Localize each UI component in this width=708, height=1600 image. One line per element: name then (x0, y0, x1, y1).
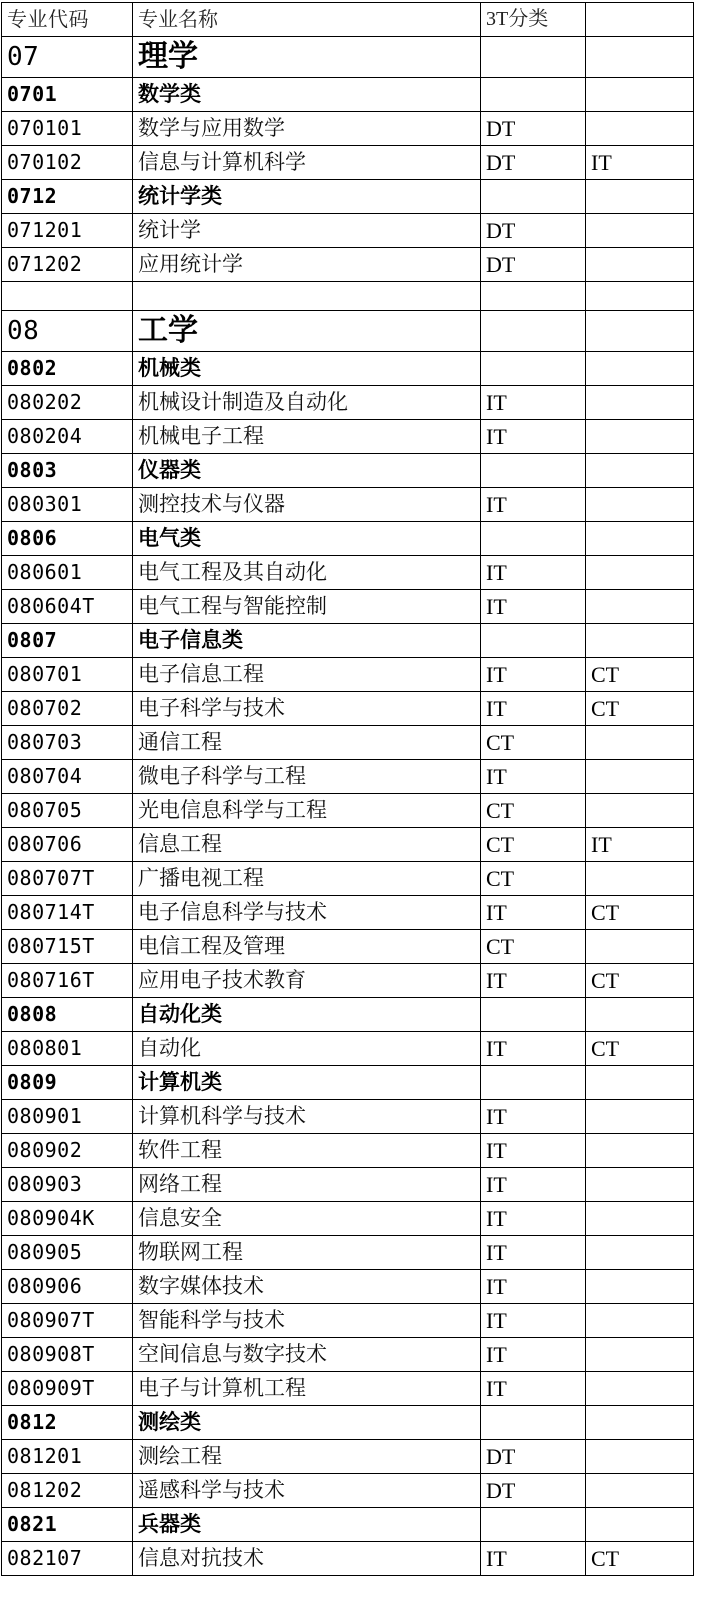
major-row (2, 1372, 694, 1406)
classification-secondary-cell (586, 1270, 694, 1304)
code-cell: 080601 (2, 556, 133, 590)
classification-primary-cell: CT (481, 930, 586, 964)
code-cell: 080204 (2, 420, 133, 454)
name-cell: 电气类 (133, 522, 481, 556)
header-name-cell: 专业名称 (133, 3, 481, 37)
major-row (2, 1440, 694, 1474)
code-cell: 08 (2, 311, 133, 352)
code-cell: 080706 (2, 828, 133, 862)
category-row (2, 1406, 694, 1440)
category-row (2, 454, 694, 488)
name-cell: 计算机科学与技术 (133, 1100, 481, 1134)
code-cell: 07 (2, 37, 133, 78)
classification-primary-cell: IT (481, 896, 586, 930)
major-row (2, 1474, 694, 1508)
name-cell: 物联网工程 (133, 1236, 481, 1270)
classification-secondary-cell: CT (586, 692, 694, 726)
classification-primary-cell: DT (481, 1440, 586, 1474)
major-row (2, 214, 694, 248)
classification-secondary-cell (586, 930, 694, 964)
name-cell: 机械电子工程 (133, 420, 481, 454)
classification-secondary-cell: CT (586, 964, 694, 998)
name-cell: 统计学 (133, 214, 481, 248)
code-cell: 080705 (2, 794, 133, 828)
code-cell: 080702 (2, 692, 133, 726)
major-row (2, 488, 694, 522)
major-row (2, 794, 694, 828)
major-row (2, 1542, 694, 1576)
name-cell: 应用统计学 (133, 248, 481, 282)
classification-secondary-cell (586, 794, 694, 828)
major-row (2, 248, 694, 282)
code-cell: 081202 (2, 1474, 133, 1508)
category-row (2, 180, 694, 214)
classification-secondary-cell: CT (586, 896, 694, 930)
classification-primary-cell (481, 522, 586, 556)
code-cell: 080907T (2, 1304, 133, 1338)
classification-primary-cell: IT (481, 964, 586, 998)
major-row (2, 760, 694, 794)
classification-secondary-cell (586, 112, 694, 146)
major-row (2, 1236, 694, 1270)
name-cell: 电子信息工程 (133, 658, 481, 692)
classification-secondary-cell (586, 522, 694, 556)
classification-primary-cell: IT (481, 1032, 586, 1066)
category-row (2, 1066, 694, 1100)
classification-secondary-cell (586, 248, 694, 282)
classification-primary-cell: CT (481, 794, 586, 828)
classification-primary-cell: IT (481, 1236, 586, 1270)
code-cell: 080903 (2, 1168, 133, 1202)
name-cell: 测绘工程 (133, 1440, 481, 1474)
classification-primary-cell (481, 352, 586, 386)
code-cell: 0806 (2, 522, 133, 556)
classification-primary-cell: IT (481, 1134, 586, 1168)
code-cell: 080716T (2, 964, 133, 998)
name-cell (133, 282, 481, 311)
code-cell: 0812 (2, 1406, 133, 1440)
classification-primary-cell: IT (481, 1270, 586, 1304)
name-cell: 电子信息类 (133, 624, 481, 658)
name-cell: 智能科学与技术 (133, 1304, 481, 1338)
classification-secondary-cell (586, 1236, 694, 1270)
classification-secondary-cell (586, 488, 694, 522)
code-cell: 0808 (2, 998, 133, 1032)
major-row (2, 590, 694, 624)
name-cell: 电信工程及管理 (133, 930, 481, 964)
major-row (2, 1100, 694, 1134)
classification-primary-cell (481, 78, 586, 112)
name-cell: 电气工程与智能控制 (133, 590, 481, 624)
code-cell: 0701 (2, 78, 133, 112)
classification-primary-cell: CT (481, 726, 586, 760)
name-cell: 数学类 (133, 78, 481, 112)
classification-secondary-cell (586, 1372, 694, 1406)
classification-secondary-cell (586, 214, 694, 248)
category-row (2, 78, 694, 112)
classification-secondary-cell (586, 1066, 694, 1100)
classification-secondary-cell (586, 37, 694, 78)
name-cell: 机械设计制造及自动化 (133, 386, 481, 420)
category-row (2, 522, 694, 556)
classification-secondary-cell (586, 1338, 694, 1372)
name-cell: 测控技术与仪器 (133, 488, 481, 522)
major-row (2, 1270, 694, 1304)
classification-secondary-cell (586, 180, 694, 214)
classification-primary-cell: IT (481, 1100, 586, 1134)
name-cell: 遥感科学与技术 (133, 1474, 481, 1508)
major-row (2, 1338, 694, 1372)
major-row (2, 930, 694, 964)
classification-secondary-cell (586, 386, 694, 420)
name-cell: 软件工程 (133, 1134, 481, 1168)
classification-secondary-cell (586, 1168, 694, 1202)
code-cell: 080905 (2, 1236, 133, 1270)
major-row (2, 420, 694, 454)
name-cell: 空间信息与数字技术 (133, 1338, 481, 1372)
name-cell: 信息对抗技术 (133, 1542, 481, 1576)
name-cell: 机械类 (133, 352, 481, 386)
classification-primary-cell: IT (481, 488, 586, 522)
classification-primary-cell: DT (481, 1474, 586, 1508)
classification-secondary-cell: CT (586, 1032, 694, 1066)
classification-primary-cell: IT (481, 1168, 586, 1202)
name-cell: 自动化类 (133, 998, 481, 1032)
name-cell: 信息与计算机科学 (133, 146, 481, 180)
name-cell: 光电信息科学与工程 (133, 794, 481, 828)
classification-secondary-cell (586, 1100, 694, 1134)
classification-primary-cell (481, 1406, 586, 1440)
category-row (2, 624, 694, 658)
category-row (2, 1508, 694, 1542)
major-row (2, 896, 694, 930)
code-cell (2, 282, 133, 311)
classification-secondary-cell (586, 726, 694, 760)
classification-secondary-cell (586, 624, 694, 658)
major-row (2, 1202, 694, 1236)
code-cell: 071202 (2, 248, 133, 282)
code-cell: 0809 (2, 1066, 133, 1100)
classification-primary-cell: IT (481, 1202, 586, 1236)
major-row (2, 112, 694, 146)
name-cell: 工学 (133, 311, 481, 352)
name-cell: 数字媒体技术 (133, 1270, 481, 1304)
major-classification-table (1, 2, 694, 1576)
classification-secondary-cell (586, 311, 694, 352)
major-row (2, 386, 694, 420)
major-row (2, 1134, 694, 1168)
name-cell: 信息安全 (133, 1202, 481, 1236)
code-cell: 080202 (2, 386, 133, 420)
classification-secondary-cell (586, 1474, 694, 1508)
code-cell: 080604T (2, 590, 133, 624)
major-row (2, 828, 694, 862)
code-cell: 080703 (2, 726, 133, 760)
classification-secondary-cell: CT (586, 1542, 694, 1576)
code-cell: 080715T (2, 930, 133, 964)
header-extra-cell (586, 3, 694, 37)
classification-secondary-cell: CT (586, 658, 694, 692)
header-3t-cell: 3T分类 (481, 3, 586, 37)
classification-secondary-cell (586, 352, 694, 386)
code-cell: 070102 (2, 146, 133, 180)
classification-secondary-cell: IT (586, 146, 694, 180)
classification-primary-cell (481, 180, 586, 214)
classification-secondary-cell (586, 760, 694, 794)
classification-secondary-cell (586, 1508, 694, 1542)
classification-primary-cell: IT (481, 658, 586, 692)
name-cell: 信息工程 (133, 828, 481, 862)
name-cell: 通信工程 (133, 726, 481, 760)
classification-secondary-cell (586, 1440, 694, 1474)
code-cell: 080902 (2, 1134, 133, 1168)
discipline-row (2, 37, 694, 78)
classification-primary-cell: IT (481, 420, 586, 454)
major-row (2, 1304, 694, 1338)
classification-primary-cell: IT (481, 1304, 586, 1338)
classification-primary-cell (481, 282, 586, 311)
classification-primary-cell: DT (481, 112, 586, 146)
classification-secondary-cell (586, 862, 694, 896)
code-cell: 0821 (2, 1508, 133, 1542)
name-cell: 电子信息科学与技术 (133, 896, 481, 930)
classification-primary-cell: IT (481, 1338, 586, 1372)
classification-primary-cell (481, 998, 586, 1032)
name-cell: 数学与应用数学 (133, 112, 481, 146)
classification-primary-cell (481, 1508, 586, 1542)
name-cell: 兵器类 (133, 1508, 481, 1542)
name-cell: 仪器类 (133, 454, 481, 488)
code-cell: 082107 (2, 1542, 133, 1576)
blank-row (2, 282, 694, 311)
code-cell: 080909T (2, 1372, 133, 1406)
table-body (2, 3, 694, 1576)
classification-primary-cell: IT (481, 692, 586, 726)
category-row (2, 352, 694, 386)
major-row (2, 1032, 694, 1066)
code-cell: 070101 (2, 112, 133, 146)
classification-primary-cell: DT (481, 146, 586, 180)
code-cell: 080704 (2, 760, 133, 794)
code-cell: 0807 (2, 624, 133, 658)
classification-primary-cell: DT (481, 248, 586, 282)
classification-secondary-cell (586, 1134, 694, 1168)
name-cell: 电气工程及其自动化 (133, 556, 481, 590)
classification-primary-cell (481, 1066, 586, 1100)
major-row (2, 1168, 694, 1202)
code-cell: 080801 (2, 1032, 133, 1066)
code-cell: 0803 (2, 454, 133, 488)
code-cell: 081201 (2, 1440, 133, 1474)
code-cell: 0802 (2, 352, 133, 386)
name-cell: 广播电视工程 (133, 862, 481, 896)
name-cell: 电子科学与技术 (133, 692, 481, 726)
major-row (2, 862, 694, 896)
major-row (2, 726, 694, 760)
code-cell: 0712 (2, 180, 133, 214)
name-cell: 理学 (133, 37, 481, 78)
classification-primary-cell (481, 37, 586, 78)
classification-primary-cell (481, 624, 586, 658)
header-row (2, 3, 694, 37)
classification-secondary-cell (586, 998, 694, 1032)
category-row (2, 998, 694, 1032)
name-cell: 应用电子技术教育 (133, 964, 481, 998)
name-cell: 计算机类 (133, 1066, 481, 1100)
name-cell: 微电子科学与工程 (133, 760, 481, 794)
code-cell: 080301 (2, 488, 133, 522)
code-cell: 071201 (2, 214, 133, 248)
code-cell: 080714T (2, 896, 133, 930)
major-row (2, 556, 694, 590)
header-code-cell: 专业代码 (2, 3, 133, 37)
name-cell: 统计学类 (133, 180, 481, 214)
major-row (2, 964, 694, 998)
major-row (2, 692, 694, 726)
classification-primary-cell (481, 311, 586, 352)
classification-secondary-cell (586, 1406, 694, 1440)
name-cell: 测绘类 (133, 1406, 481, 1440)
classification-primary-cell: IT (481, 590, 586, 624)
code-cell: 080908T (2, 1338, 133, 1372)
classification-secondary-cell (586, 556, 694, 590)
major-row (2, 146, 694, 180)
classification-secondary-cell (586, 282, 694, 311)
discipline-row (2, 311, 694, 352)
name-cell: 自动化 (133, 1032, 481, 1066)
classification-secondary-cell (586, 1202, 694, 1236)
code-cell: 080906 (2, 1270, 133, 1304)
classification-secondary-cell: IT (586, 828, 694, 862)
classification-secondary-cell (586, 78, 694, 112)
name-cell: 网络工程 (133, 1168, 481, 1202)
code-cell: 080901 (2, 1100, 133, 1134)
classification-primary-cell: IT (481, 1372, 586, 1406)
classification-primary-cell (481, 454, 586, 488)
classification-primary-cell: CT (481, 828, 586, 862)
classification-secondary-cell (586, 454, 694, 488)
classification-secondary-cell (586, 420, 694, 454)
classification-primary-cell: IT (481, 386, 586, 420)
classification-primary-cell: IT (481, 760, 586, 794)
classification-primary-cell: DT (481, 214, 586, 248)
classification-secondary-cell (586, 1304, 694, 1338)
name-cell: 电子与计算机工程 (133, 1372, 481, 1406)
classification-secondary-cell (586, 590, 694, 624)
classification-primary-cell: CT (481, 862, 586, 896)
code-cell: 080904K (2, 1202, 133, 1236)
major-row (2, 658, 694, 692)
classification-primary-cell: IT (481, 1542, 586, 1576)
classification-primary-cell: IT (481, 556, 586, 590)
code-cell: 080707T (2, 862, 133, 896)
code-cell: 080701 (2, 658, 133, 692)
